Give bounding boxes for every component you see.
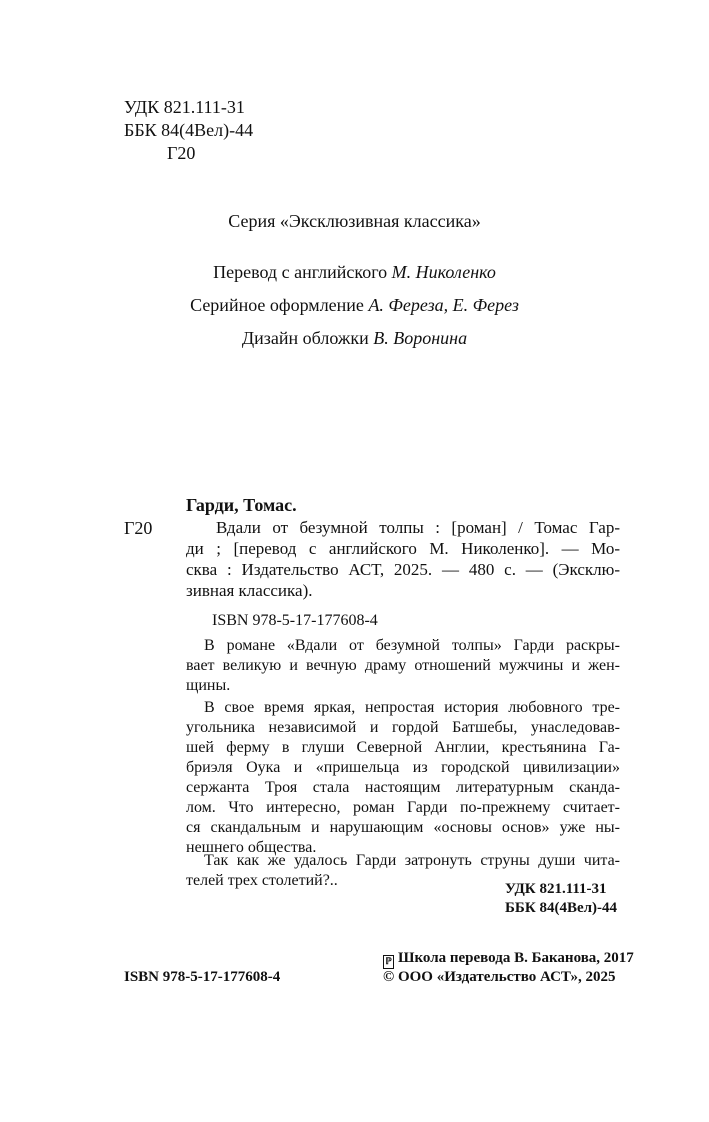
annotation-line: В свое время яркая, непростая история любовного тре- <box>204 699 620 716</box>
footer-udk: УДК 821.111-31 <box>505 881 607 897</box>
description-line: Вдали от безумной толпы : [роман] / Томас Гар- <box>216 518 620 537</box>
annotation-line: бриэля Оука и «пришельца из городской цивилизации» <box>186 759 620 776</box>
annotation-line: нешнего общества. <box>186 839 317 856</box>
footer-isbn: ISBN 978-5-17-177608-4 <box>124 969 281 985</box>
annotation-paragraph-1 <box>186 636 620 696</box>
annotation-paragraph-2 <box>186 698 620 858</box>
translation-credit <box>0 261 709 283</box>
annotation-line: вает великую и вечную драму отношений мужчины и жен- <box>186 657 620 674</box>
description-line: сква : Издательство АСТ, 2025. — 480 с. — (Эксклю- <box>186 560 620 579</box>
translation-school-icon: ℙ <box>383 955 394 969</box>
author-mark: Г20 <box>167 143 196 163</box>
annotation-line: щины. <box>186 677 231 694</box>
catalog-isbn: ISBN 978-5-17-177608-4 <box>212 612 378 629</box>
annotation-line: сержанта Троя стала настоящим литературным сканда- <box>186 779 620 796</box>
description-line: ди ; [перевод с английского М. Николенко]. — Мо- <box>186 539 620 558</box>
annotation-line: В романе «Вдали от безумной толпы» Гарди раскры- <box>204 637 620 654</box>
translator-name: М. Николенко <box>391 262 496 282</box>
annotation-line: угольника независимой и гордой Батшебы, унаследовав- <box>186 719 620 736</box>
translation-school-copyright <box>383 949 634 969</box>
publisher-copyright: © ООО «Издательство АСТ», 2025 <box>383 969 616 985</box>
series-line: Серия «Эксклюзивная классика» <box>228 211 481 231</box>
cover-designer-name: В. Воронина <box>373 328 468 348</box>
annotation-line: лом. Что интересно, роман Гарди по-прежнему считает- <box>186 799 620 816</box>
series-design-credit <box>0 294 709 316</box>
annotation-line: шей ферму в глуши Северной Англии, крестьянина Га- <box>186 739 620 756</box>
cover-design-label: Дизайн обложки <box>241 328 369 348</box>
annotation-line: ся скандальным и нарушающим «основы основ» уже ны- <box>186 819 620 836</box>
footer-bbk: ББК 84(4Вел)-44 <box>505 900 618 916</box>
catalog-author-mark: Г20 <box>124 518 153 538</box>
description-line: зивная классика). <box>186 581 313 600</box>
translation-school-text: Школа перевода В. Баканова, 2017 <box>398 950 634 966</box>
annotation-line: Так как же удалось Гарди затронуть струны души чита- <box>204 852 620 869</box>
udk-code: УДК 821.111-31 <box>124 97 245 117</box>
series-designer-names: А. Фереза, Е. Ферез <box>368 295 519 315</box>
translation-label: Перевод с английского <box>213 262 388 282</box>
author-heading: Гарди, Томас. <box>186 495 297 515</box>
series-design-label: Серийное оформление <box>190 295 364 315</box>
catalog-description <box>186 517 620 601</box>
bbk-code: ББК 84(4Вел)-44 <box>124 120 254 140</box>
annotation-line: телей трех столетий?.. <box>186 872 338 889</box>
cover-design-credit <box>0 327 709 349</box>
